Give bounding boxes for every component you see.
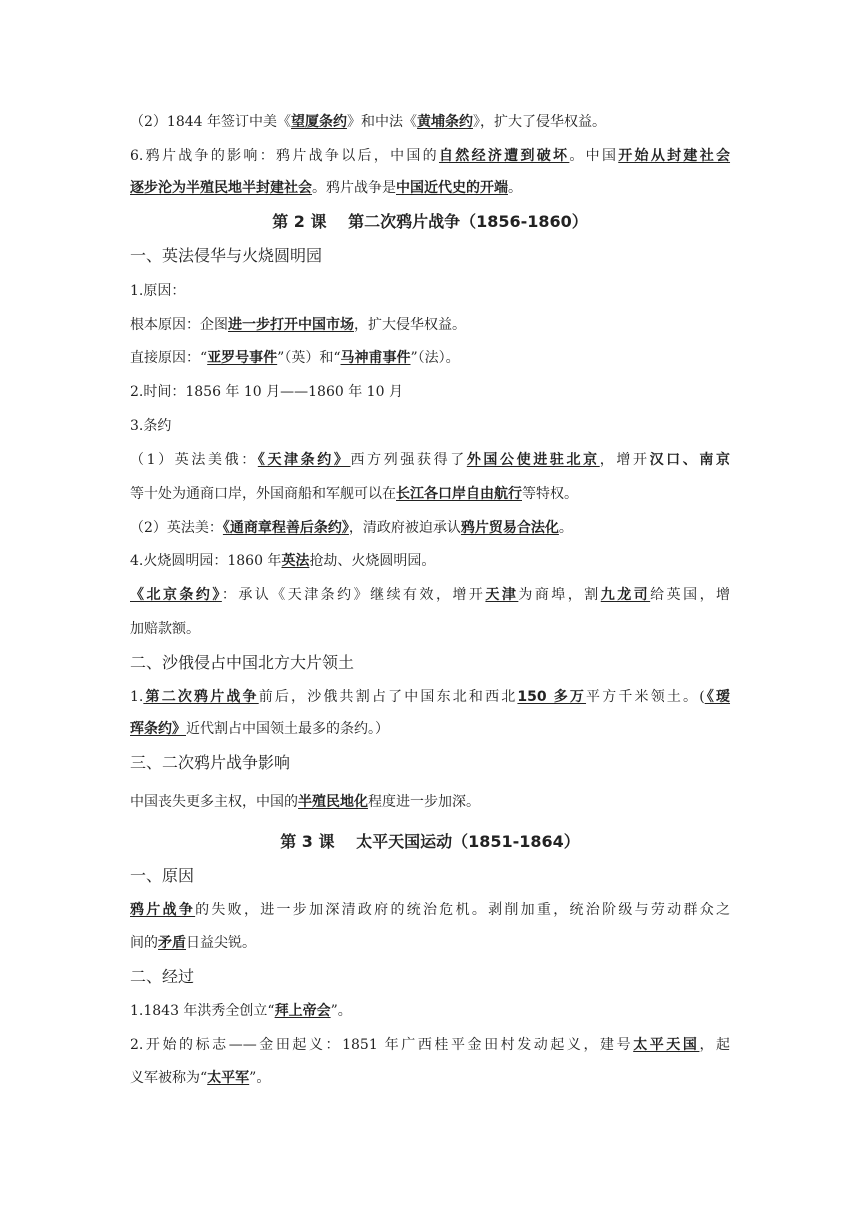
key-term: 外国公使进驻北京: [466, 452, 600, 468]
paragraph-line: 鸦片战争的失败，进一步加深清政府的统治危机。剥削加重，统治阶级与劳动群众之: [130, 902, 731, 918]
key-term: 《瑷: [704, 689, 731, 705]
key-term: 天津: [485, 587, 519, 603]
key-term: 开始从封建社会: [618, 148, 731, 164]
key-term: 鸦片战争: [130, 902, 196, 918]
key-term: 长江各口岸自由航行: [396, 486, 522, 502]
key-term: 矛盾: [158, 935, 186, 951]
key-term: 150 多万: [517, 689, 587, 705]
key-term: 进一步打开中国市场: [228, 317, 354, 333]
key-term: 中国近代史的开端: [396, 180, 508, 196]
paragraph-line: 间的矛盾日益尖锐。: [130, 935, 256, 951]
key-term: 半殖民地化: [298, 794, 368, 810]
key-term: 汉口、南京: [649, 452, 731, 468]
section-heading: 一、原因: [130, 866, 195, 885]
key-term: 亚罗号事件: [207, 350, 278, 366]
paragraph-line: 加赔款额。: [130, 621, 200, 637]
key-term: 拜上帝会: [274, 1003, 331, 1019]
key-term: 九龙司: [600, 587, 651, 603]
paragraph-line: 等十处为通商口岸，外国商船和军舰可以在长江各口岸自由航行等特权。: [130, 486, 578, 502]
paragraph-line: 2.开始的标志——金田起义：1851 年广西桂平金田村发动起义，建号太平天国，起: [130, 1037, 730, 1053]
paragraph-line: 根本原因：企图进一步打开中国市场，扩大侵华权益。: [130, 317, 466, 333]
paragraph-line: 直接原因：“亚罗号事件”（英）和“马神甫事件”（法）。: [130, 350, 460, 366]
lesson-title: 第 2 课 第二次鸦片战争（1856-1860）: [272, 212, 588, 231]
paragraph-line: 中国丧失更多主权，中国的半殖民地化程度进一步加深。: [130, 794, 480, 810]
paragraph-line: （2）英法美：《通商章程善后条约》，清政府被迫承认鸦片贸易合法化。: [130, 520, 573, 536]
key-term: 太平军: [207, 1070, 250, 1086]
paragraph-line: 6.鸦片战争的影响：鸦片战争以后，中国的自然经济遭到破坏。中国开始从封建社会: [130, 148, 731, 164]
paragraph-line: 2.时间：1856 年 10 月——1860 年 10 月: [130, 384, 403, 400]
key-term: 鸦片贸易合法化: [460, 520, 559, 536]
paragraph-line: 珲条约》近代割占中国领土最多的条约。）: [130, 721, 389, 737]
section-heading: 三、二次鸦片战争影响: [130, 753, 291, 772]
key-term: 黄埔条约: [417, 114, 473, 130]
section-heading: 一、英法侵华与火烧圆明园: [130, 246, 323, 265]
paragraph-line: （1）英法美俄：《天津条约》西方列强获得了外国公使进驻北京，增开汉口、南京: [130, 452, 731, 468]
paragraph-line: 4.火烧圆明园：1860 年英法抢劫、火烧圆明园。: [130, 553, 436, 569]
paragraph-line: 义军被称为“太平军”。: [130, 1070, 271, 1086]
section-heading: 二、经过: [130, 967, 195, 986]
key-term: 望厦条约: [291, 114, 347, 130]
key-term: 第二次鸦片战争: [143, 689, 259, 705]
key-term: 珲条约》: [130, 721, 186, 737]
paragraph-line: 逐步沦为半殖民地半封建社会。鸦片战争是中国近代史的开端。: [130, 180, 522, 196]
lesson-title: 第 3 课 太平天国运动（1851-1864）: [280, 832, 580, 851]
paragraph-line: 1.1843 年洪秀全创立“拜上帝会”。: [130, 1003, 352, 1019]
key-term: 《通商章程善后条约》: [222, 520, 349, 536]
section-heading: 二、沙俄侵占中国北方大片领土: [130, 653, 355, 672]
paragraph-line: 《北京条约》：承认《天津条约》继续有效，增开天津为商埠，割九龙司给英国，增: [130, 587, 731, 603]
paragraph-line: （2）1844 年签订中美《望厦条约》和中法《黄埔条约》，扩大了侵华权益。: [130, 114, 606, 130]
key-term: 《天津条约》: [257, 452, 351, 468]
paragraph-line: 1.原因：: [130, 283, 186, 299]
key-term: 英法: [281, 553, 310, 569]
paragraph-line: 3.条约: [130, 418, 172, 434]
key-term: 太平天国: [633, 1037, 700, 1053]
paragraph-line: 1.第二次鸦片战争前后，沙俄共割占了中国东北和西北150 多万平方千米领土。(《瑷: [130, 689, 731, 705]
key-term: 马神甫事件: [340, 350, 411, 366]
key-term: 逐步沦为半殖民地半封建社会: [130, 180, 312, 196]
key-term: 《北京条约》: [130, 587, 222, 603]
key-term: 自然经济遭到破坏: [438, 148, 570, 164]
